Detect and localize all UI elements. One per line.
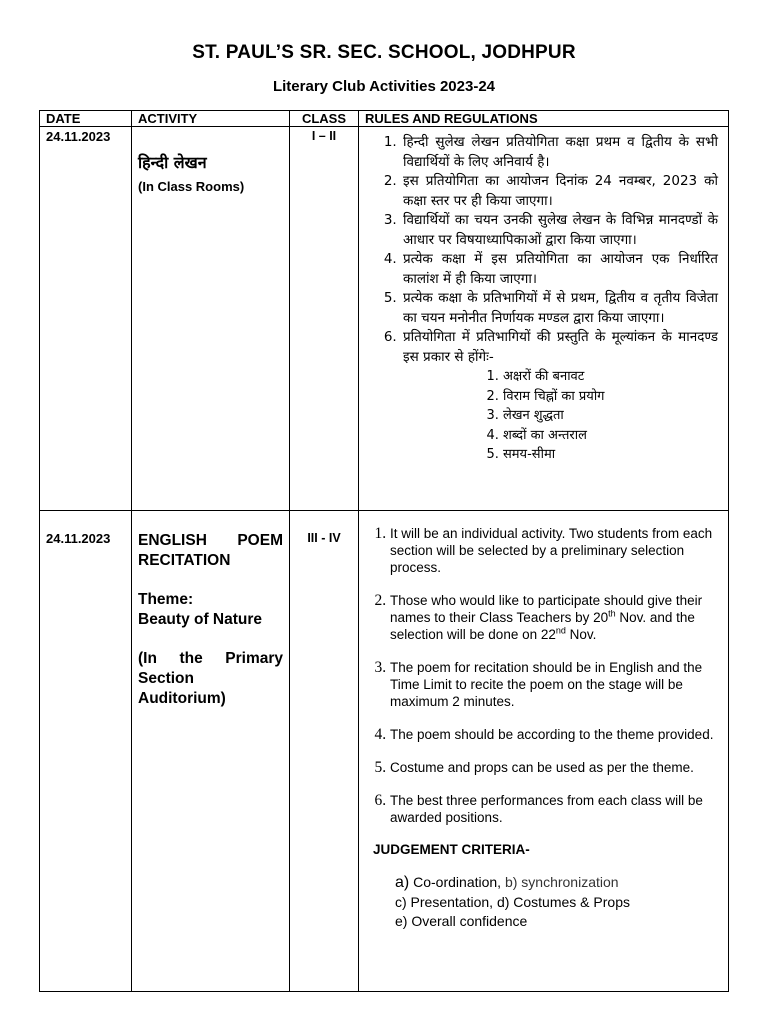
- criteria-line: c) Presentation, d) Costumes & Props: [395, 893, 630, 910]
- table-row: [40, 127, 729, 511]
- criteria-item: 2. विराम चिह्नों का प्रयोग: [503, 387, 718, 407]
- school-title: ST. PAUL’S SR. SEC. SCHOOL, JODHPUR: [192, 42, 576, 63]
- ordinal-suffix: nd: [555, 625, 566, 636]
- criteria-item: 4. शब्दों का अन्तराल: [503, 426, 718, 446]
- theme-value: Beauty of Nature: [138, 611, 263, 628]
- rule-item: [390, 659, 718, 710]
- rule-text: प्रत्येक कक्षा के प्रतिभागियों में से प्रथम, द्वितीय व तृतीय विजेता का चयन मनोनीत निर्णायक मण्डल द्वारा किया जाएगा।: [403, 290, 718, 326]
- class-range: I – II: [311, 129, 337, 143]
- rules-list: [359, 525, 718, 826]
- table-header-row: [40, 111, 729, 127]
- rule-text: प्रतियोगिता में प्रतिभागियों की प्रस्तुति के मूल्यांकन के मानदण्ड इस प्रकार से होंगेः-: [403, 329, 718, 365]
- activity-details: [138, 531, 283, 709]
- table-row: [40, 511, 729, 992]
- rule-text: Costume and props can be used as per the theme.: [390, 760, 694, 775]
- rule-item: [390, 726, 718, 743]
- rule-item: [401, 289, 718, 328]
- judgement-criteria: [395, 873, 728, 932]
- class-range: III - IV: [307, 531, 341, 545]
- document-subtitle: Literary Club Activities 2023-24: [272, 78, 496, 95]
- activity-theme: [138, 590, 283, 630]
- column-header-activity: ACTIVITY: [132, 111, 290, 127]
- activity-cell: [132, 127, 290, 511]
- rule-text: हिन्दी सुलेख लेखन प्रतियोगिता कक्षा प्रथम व द्वितीय के सभी विद्यार्थियों के लिए अनिवार्य है।: [403, 134, 718, 170]
- activities-table: [39, 110, 729, 992]
- rule-item: [401, 172, 718, 211]
- criteria-item: 5. समय-सीमा: [503, 445, 718, 465]
- rules-cell: [359, 511, 729, 992]
- criteria-text: Co-ordination,: [409, 874, 502, 890]
- theme-label: Theme:: [138, 591, 194, 608]
- class-cell: [290, 511, 359, 992]
- activity-venue: (In Class Rooms): [138, 179, 245, 194]
- rule-item: [401, 328, 718, 465]
- rule-text: The best three performances from each class will be awarded positions.: [390, 793, 703, 825]
- rule-text-part: Nov. and the selection will be done on 22: [390, 610, 695, 642]
- column-header-date: DATE: [40, 111, 132, 127]
- judgement-heading: JUDGEMENT CRITERIA-: [373, 842, 530, 857]
- activity-cell: [132, 511, 290, 992]
- column-header-class: CLASS: [290, 111, 359, 127]
- criteria-item: 1. अक्षरों की बनावट: [503, 367, 718, 387]
- activity-date: 24.11.2023: [46, 129, 111, 144]
- criteria-line: [395, 873, 728, 893]
- criteria-line: e) Overall confidence: [395, 913, 528, 929]
- rule-item: [390, 759, 718, 776]
- rule-text: [390, 593, 702, 642]
- rule-text: The poem should be according to the theme provided.: [390, 727, 714, 742]
- ordinal-suffix: th: [608, 608, 616, 619]
- rule-text: विद्यार्थियों का चयन उनकी सुलेख लेखन के विभिन्न मानदण्डों के आधार पर विषयाध्यापिकाओं द्वारा किया जाएगा।: [403, 212, 718, 248]
- rule-text: प्रत्येक कक्षा में इस प्रतियोगिता का आयोजन एक निर्धारित कालांश में ही किया जाएगा।: [403, 251, 718, 287]
- criteria-text: b) synchronization: [501, 874, 619, 890]
- rules-list: [359, 133, 718, 465]
- criteria-list: [403, 367, 718, 465]
- rule-item: [390, 592, 718, 643]
- rule-text: इस प्रतियोगिता का आयोजन दिनांक 24 नवम्बर, 2023 को कक्षा स्तर पर ही किया जाएगा।: [403, 173, 718, 209]
- rule-item: [390, 792, 718, 826]
- rule-item: [390, 525, 718, 576]
- activity-name: हिन्दी लेखन: [138, 153, 207, 172]
- rule-text: It will be an individual activity. Two students from each section will be selected by a preliminary selection process.: [390, 526, 713, 575]
- date-cell: [40, 127, 132, 511]
- class-cell: [290, 127, 359, 511]
- activity-name: ENGLISH POEM RECITATION: [138, 532, 283, 569]
- criteria-letter: a): [395, 874, 410, 891]
- rule-item: [401, 211, 718, 250]
- column-header-rules: RULES AND REGULATIONS: [359, 111, 729, 127]
- rule-item: [401, 250, 718, 289]
- rule-text-part: Those who would like to participate should give their names to their Class Teachers by 20: [390, 593, 703, 625]
- activity-date: 24.11.2023: [46, 531, 111, 546]
- rule-text: The poem for recitation should be in English and the Time Limit to recite the poem on the stage will be maximum 2 minutes.: [390, 660, 703, 709]
- date-cell: [40, 511, 132, 992]
- rules-cell: [359, 127, 729, 511]
- criteria-item: 3. लेखन शुद्धता: [503, 406, 718, 426]
- rule-text-part: Nov.: [565, 627, 597, 642]
- activity-venue: (In the Primary Section Auditorium): [138, 650, 283, 707]
- rule-item: [401, 133, 718, 172]
